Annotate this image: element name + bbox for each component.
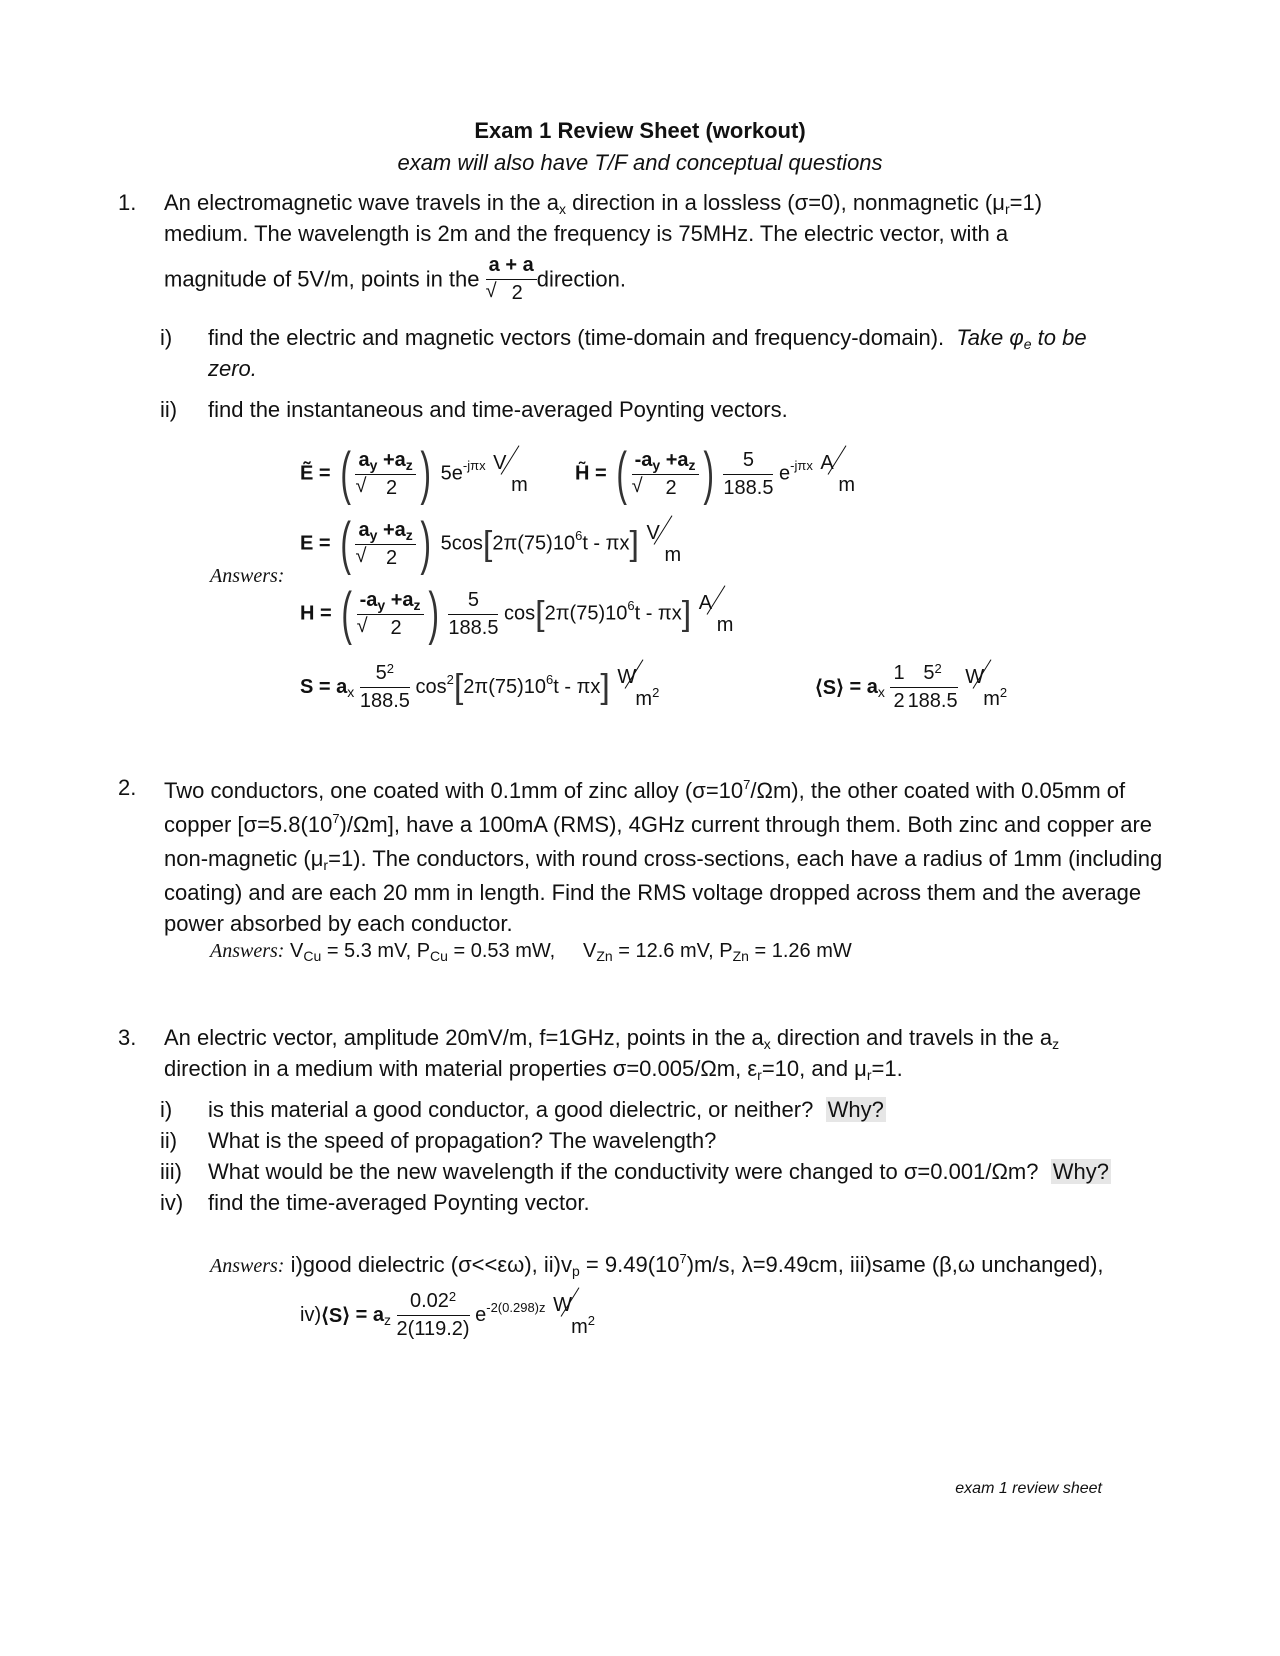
problem-2-number: 2. — [118, 775, 137, 800]
problem-3-item-label: iii) — [160, 1159, 182, 1184]
problem-3-item-label: iv) — [160, 1190, 184, 1215]
highlight-why: Why? — [1052, 1159, 1109, 1184]
problem-3-item: What is the speed of propagation? The wavelength? — [208, 1128, 717, 1153]
problem-3-item: is this material a good conductor, a good dielectric, or neither? Why? — [208, 1097, 884, 1122]
problem-3-answers: Answers: i)good dielectric (σ<<εω), $ii)vp = 9.49(10^7)m/s$, λ=9.49cm, iii)same (β,ω unchanged), — [210, 1251, 1104, 1279]
h-phasor-equation: H̃ = ( $-a_y +a_z$ √ 2 ) $\frac{5}{188.5}$ $e^{-j\pi x}$ A m — [575, 445, 864, 503]
problem-3-item-label: ii) — [160, 1128, 178, 1153]
problem-1-item-ii-label: ii) — [160, 397, 178, 422]
problem-3-line2: direction in a medium with material properties σ=0.005/Ωm, εr=10, and μr=1. — [164, 1056, 903, 1083]
problem-1-item-ii: find the instantaneous and time-averaged Poynting vectors. — [208, 397, 788, 422]
problem-1-answers-label: Answers: — [210, 565, 285, 587]
problem-3-item: What would be the new wavelength if the conductivity were changed to σ=0.001/Ωm? Why? — [208, 1159, 1109, 1184]
e-time-equation: E = ( $a_y +a_z$ √ 2 ) $5\cos[2\pi(75)10^6t - \pi x]$ V m — [300, 515, 690, 573]
poynting-average-equation: ⟨S⟩ = $a_x$ $\frac{1}{2}$ $\frac{5^2}{188.5}$ W $m^2$ — [815, 662, 1009, 713]
problem-3-line1: An electric vector, amplitude 20mV/m, f=1GHz, points in the ax direction and travels in the az — [164, 1025, 1060, 1052]
unit-a-per-m: A m — [818, 452, 864, 496]
problem-3-number: 3. — [118, 1025, 137, 1050]
problem-3-poynting-equation: iv)⟨S⟩ = $a_z$ $\frac{0.02^2}{2(119.2)}$ $e^{-2(0.298)z}$ W $m^2$ — [300, 1290, 597, 1341]
page-title: Exam 1 Review Sheet (workout) — [474, 118, 806, 143]
problem-3-item: find the time-averaged Poynting vector. — [208, 1190, 590, 1215]
problem-3-item-label: i) — [160, 1097, 173, 1122]
h-time-equation: H = ( $-a_y +a_z$ √ 2 ) $\frac{5}{188.5}$ $\cos[2\pi(75)10^6t - \pi x]$ A m — [300, 585, 743, 643]
problem-2-answers: Answers: $V_{Cu} = 5.3$ mV, $P_{Cu} = 0.53$ mW, $V_{Zn} = 12.6$ mV, $P_{Zn} = 1.26$ mW — [210, 940, 852, 964]
page-footer: exam 1 review sheet — [955, 1480, 1102, 1497]
poynting-instant-equation: $S = a_x$ $\frac{5^2}{188.5}$ $\cos^2[2\pi(75)10^6t - \pi x]$ W $m^2$ — [300, 662, 661, 713]
problem-1-item-i: find the electric and magnetic vectors (time-domain and frequency-domain). Take φe to be — [208, 325, 1087, 352]
direction-fraction: a + a √ 2 — [486, 254, 537, 305]
problem-1-item-i-cont: zero. — [208, 356, 257, 381]
highlight-why: Why? — [827, 1097, 884, 1122]
problem-2-text: Two conductors, one coated with 0.1mm of zinc alloy $(\sigma=10^7/\Omega m)$, the other coated with 0.05mm of copper $[\sigma=5.8(10^7)/\Omega m]$, have a 100mA (RMS), 4GHz current through them. Both zinc and copper are non-magnetic (μr=1). The conductors, with round cross-sections, each have a radius of 1mm (including coating) and are each 20 mm in length. Find the RMS voltage dropped across them and the average power absorbed by each conductor. — [164, 777, 1163, 936]
page-subtitle: exam will also have T/F and conceptual questions — [397, 150, 883, 175]
problem-1-line2: medium. The wavelength is 2m and the frequency is 75MHz. The electric vector, with a — [164, 221, 1009, 246]
problem-1-line3: magnitude of 5V/m, points in the a + a √ 2 direction. — [164, 254, 626, 305]
unit-v-per-m: V m — [491, 452, 537, 496]
problem-1-item-i-label: i) — [160, 325, 173, 350]
problem-1-number: 1. — [118, 190, 137, 215]
problem-1-line1: An electromagnetic wave travels in the ax direction in a lossless (σ=0), nonmagnetic (μr=1) — [164, 190, 1043, 217]
e-phasor-equation: Ẽ = ( $a_y +a_z$ √ 2 ) $5e^{-j\pi x}$ V m — [300, 445, 537, 503]
